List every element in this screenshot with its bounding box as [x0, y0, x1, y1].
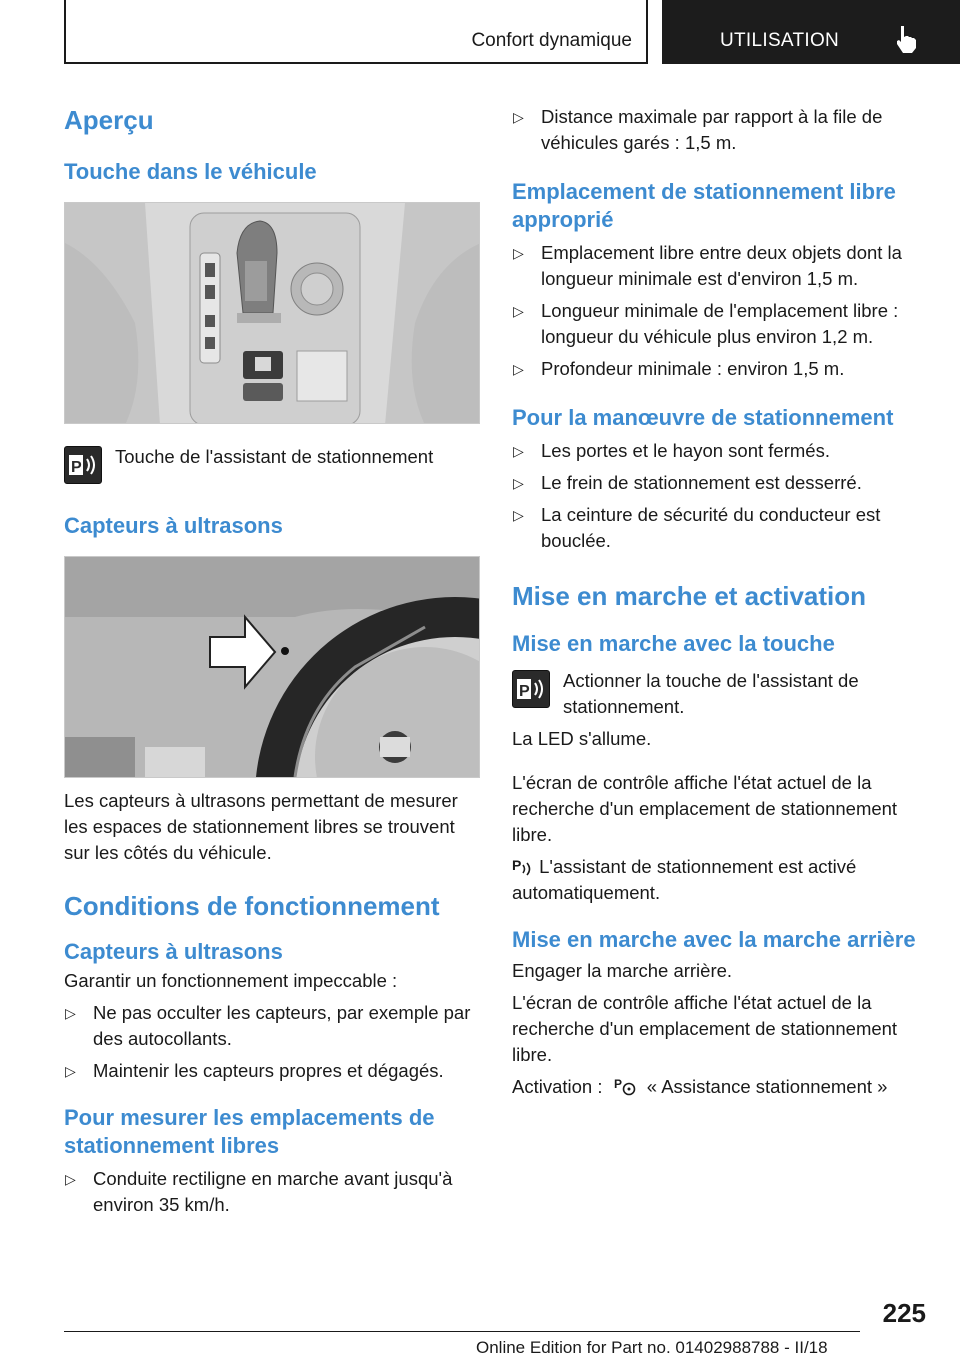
ecran-text-1: L'écran de contrôle affiche l'état actuel de la recherche d'un emplacement de stationnement libre. [512, 772, 898, 845]
footer-divider [64, 1331, 860, 1332]
svg-text:P: P [519, 683, 530, 700]
header-chapter-box [662, 0, 960, 64]
heading-conditions: Conditions de fonctionnement [64, 891, 440, 921]
touche-caption: Touche de l'assistant de stationnement [115, 446, 434, 467]
list-item: ▷ Le frein de stationnement est desserré. [512, 470, 930, 496]
capteurs-list [64, 1000, 482, 1084]
garantir-text: Garantir un fonctionnement impeccable : [64, 970, 398, 991]
pointing-hand-icon [894, 24, 920, 54]
parking-assistant-steering-icon [614, 1076, 636, 1096]
bullet-icon: ▷ [513, 443, 524, 459]
left-column [64, 100, 482, 1218]
actionner-text: Actionner la touche de l'assistant de stationnement. [563, 670, 859, 717]
activation-label: Activation : [512, 1076, 603, 1097]
bullet-icon: ▷ [513, 361, 524, 377]
list-item: ▷ Les portes et le hayon sont fermés. [512, 438, 930, 464]
page-number: 225 [882, 1298, 926, 1328]
list-item: ▷ Emplacement libre entre deux objets dont la longueur minimale est d'environ 1,5 m. [513, 242, 902, 289]
heading-mise-en-marche: Mise en marche et activation [512, 581, 867, 611]
parking-assistant-icon [512, 856, 534, 876]
emplacement-list [512, 240, 930, 382]
heading-emplacement: Emplacement de stationnement libre approprié [512, 179, 896, 232]
bullet-icon: ▷ [513, 507, 524, 523]
list-item: ▷ Ne pas occulter les capteurs, par exemple par des autocollants. [65, 1002, 471, 1049]
heading-manoeuvre: Pour la manœuvre de stationnement [512, 405, 894, 430]
heading-mise-touche: Mise en marche avec la touche [512, 631, 835, 656]
heading-capteurs: Capteurs à ultrasons [64, 513, 283, 538]
led-text: La LED s'allume. [512, 728, 652, 749]
heading-apercu: Aperçu [64, 105, 154, 135]
svg-text:P: P [613, 1077, 622, 1091]
engager-text: Engager la marche arrière. [512, 960, 733, 981]
svg-text:P: P [71, 459, 82, 476]
bullet-icon: ▷ [513, 303, 524, 319]
bullet-icon: ▷ [65, 1063, 76, 1079]
list-item: ▷ Longueur minimale de l'emplacement libre : longueur du véhicule plus environ 1,2 m. [513, 300, 899, 347]
ecran-text-2: L'écran de contrôle affiche l'état actuel de la recherche d'un emplacement de stationnement libre. [512, 992, 898, 1065]
right-column [512, 104, 930, 1100]
activation-value: « Assistance stationnement » [646, 1076, 888, 1097]
heading-mesurer: Pour mesurer les emplacements de stationnement libres [64, 1105, 435, 1158]
manoeuvre-list [512, 438, 930, 554]
mesurer-list [64, 1166, 482, 1218]
bullet-icon: ▷ [65, 1005, 76, 1021]
parking-assistant-key-icon [512, 670, 550, 708]
activation-text [512, 1074, 930, 1100]
photo-center-console [64, 202, 480, 424]
capteurs-text: Les capteurs à ultrasons permettant de mesurer les espaces de stationnement libres se trouvent sur les côtés du véhicule. [64, 790, 458, 863]
heading-touche: Touche dans le véhicule [64, 159, 317, 184]
list-item: ▷ Conduite rectiligne en marche avant jusqu'à environ 35 km/h. [65, 1168, 453, 1215]
footer-edition: Online Edition for Part no. 01402988788 - II/18 [476, 1338, 828, 1357]
bullet-icon: ▷ [65, 1171, 76, 1187]
header-section-title: Confort dynamique [471, 30, 632, 51]
mesurer-list-continued [512, 104, 930, 156]
bullet-icon: ▷ [513, 245, 524, 261]
list-item: ▷ Profondeur minimale : environ 1,5 m. [512, 356, 930, 382]
header-section-box [64, 0, 648, 64]
photo-ultrasonic-sensor [64, 556, 480, 778]
active-text: P L'assistant de stationnement est activé automatiquement. [512, 856, 857, 903]
heading-mise-arriere: Mise en marche avec la marche arrière [512, 927, 916, 952]
bullet-icon: ▷ [513, 475, 524, 491]
header-chapter-title: UTILISATION [720, 30, 840, 51]
list-item: ▷ Maintenir les capteurs propres et dégagés. [64, 1058, 482, 1084]
list-item: ▷ La ceinture de sécurité du conducteur est bouclée. [513, 504, 881, 551]
parking-assistant-key-icon [64, 446, 102, 484]
actionner-row [512, 668, 930, 720]
bullet-icon: ▷ [513, 109, 524, 125]
touche-caption-row [64, 444, 482, 476]
svg-text:P: P [512, 857, 522, 873]
list-item: ▷ Distance maximale par rapport à la file de véhicules garés : 1,5 m. [513, 106, 883, 153]
heading-capteurs-2: Capteurs à ultrasons [64, 939, 283, 964]
